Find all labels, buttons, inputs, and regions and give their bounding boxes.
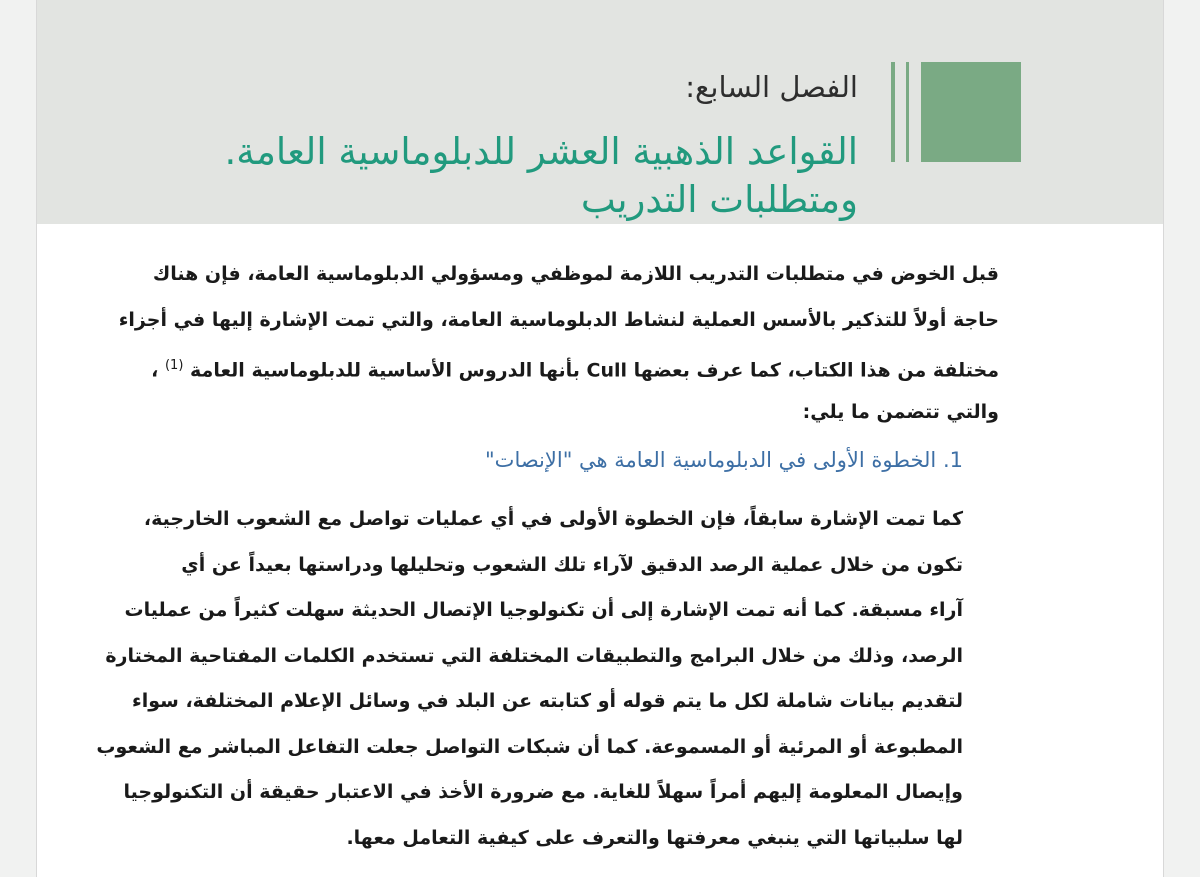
paragraph-line: قبل الخوض في متطلبات التدريب اللازمة لموظفي ومسؤولي الدبلوماسية العامة، فإن هناك xyxy=(152,263,999,285)
paragraph-line: حاجة أولاً للتذكير بالأسس العملية لنشاط الدبلوماسية العامة، والتي تمت الإشارة إليها في أجزاء xyxy=(118,309,999,331)
paragraph-line: آراء مسبقة. كما أنه تمت الإشارة إلى أن تكنولوجيا الإتصال الحديثة سهلت كثيراً من عمليات xyxy=(124,599,963,621)
section-paragraph xyxy=(96,497,963,861)
paragraph-line: كما تمت الإشارة سابقاً، فإن الخطوة الأولى في أي عمليات تواصل مع الشعوب الخارجية، xyxy=(143,508,963,530)
decorative-stripe xyxy=(906,62,909,162)
paragraph-line: لتقديم بيانات شاملة لكل ما يتم قوله أو كتابته عن البلد في وسائل الإعلام المختلفة، سواء xyxy=(132,690,963,712)
paragraph-line: تكون من خلال عملية الرصد الدقيق لآراء تلك الشعوب وتحليلها ودراستها بعيداً عن أي xyxy=(181,553,963,576)
chapter-title-line: القواعد الذهبية العشر للدبلوماسية العامة. xyxy=(224,130,858,173)
chapter-label: الفصل السابع: xyxy=(685,70,858,104)
paragraph-text: مختلفة من هذا الكتاب، كما عرف بعضها Cull بأنها الدروس الأساسية للدبلوماسية العامة xyxy=(190,359,999,382)
decorative-stripe xyxy=(891,62,895,162)
intro-paragraph xyxy=(118,251,999,435)
chapter-title xyxy=(225,128,858,224)
paragraph-line: المطبوعة أو المرئية أو المسموعة. كما أن شبكات التواصل جعلت التفاعل المباشر مع الشعوب xyxy=(96,735,963,758)
footnote-reference[interactable]: (1) xyxy=(164,358,184,373)
paragraph-line xyxy=(151,343,999,389)
document-page xyxy=(36,0,1164,877)
decorative-square xyxy=(921,62,1021,162)
paragraph-line: والتي تتضمن ما يلي: xyxy=(802,401,999,423)
chapter-title-line: ومتطلبات التدريب xyxy=(580,178,858,221)
paragraph-text: ، xyxy=(151,359,159,382)
paragraph-line: الرصد، وذلك من خلال البرامج والتطبيقات المختلفة التي تستخدم الكلمات المفتاحية المختارة xyxy=(105,644,963,667)
paragraph-line: وإيصال المعلومة إليهم أمراً سهلاً للغاية. مع ضرورة الأخذ في الاعتبار حقيقة أن التكنولوجيا xyxy=(123,781,963,803)
paragraph-line: لها سلبياتها التي ينبغي معرفتها والتعرف على كيفية التعامل معها. xyxy=(346,826,963,849)
chapter-header-band xyxy=(37,0,1163,224)
section-heading: 1. الخطوة الأولى في الدبلوماسية العامة هي "الإنصات" xyxy=(485,448,963,472)
